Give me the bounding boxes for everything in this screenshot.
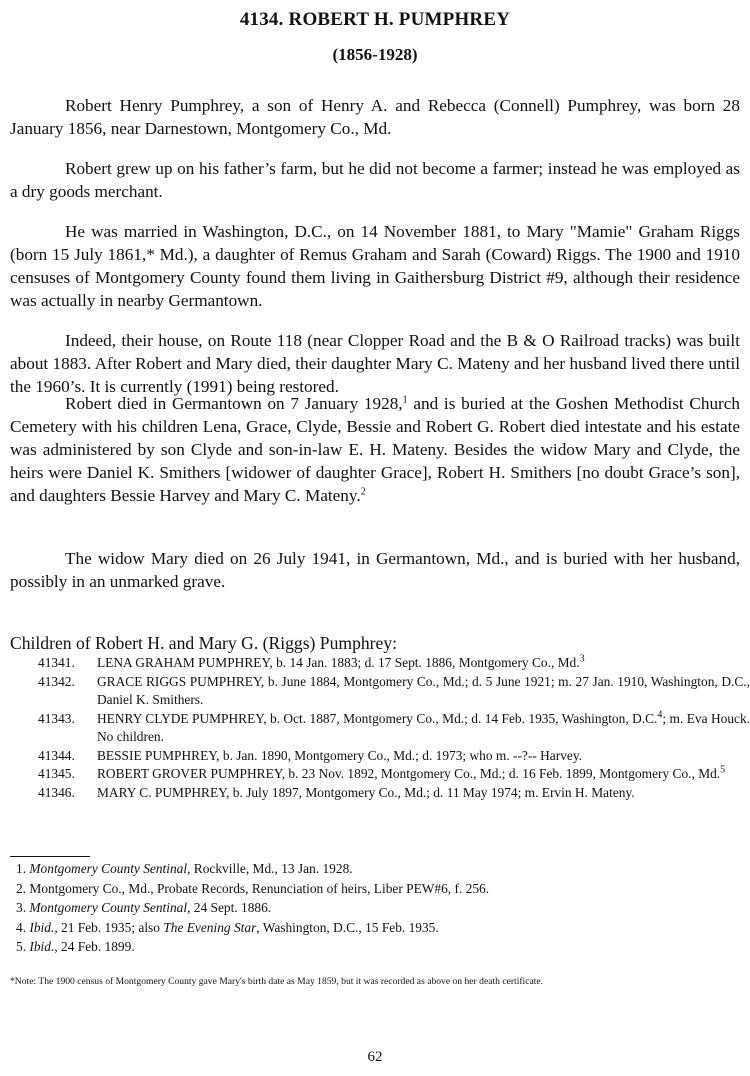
child-entry	[38, 673, 750, 710]
child-number: 41345.	[38, 766, 75, 781]
footnote: 2. Montgomery Co., Md., Probate Records, Renunciation of heirs, Liber PEW#6, f. 256.	[16, 880, 490, 896]
paragraph-occupation: Robert grew up on his father’s farm, but he did not become a farmer; instead he was employed as a dry goods merchant.	[10, 159, 740, 201]
footnote: 5. Ibid., 24 Feb. 1899.	[16, 939, 135, 954]
child-entry	[38, 654, 750, 673]
footnote-ref[interactable]: 1	[402, 394, 408, 406]
footnotes	[16, 859, 736, 957]
footnote-ref[interactable]: 4	[657, 709, 663, 721]
footnote: 3. Montgomery County Sentinal, 24 Sept. 1886.	[16, 900, 272, 915]
child-entry	[38, 784, 750, 803]
page-title: 4134. ROBERT H. PUMPHREY	[239, 9, 511, 30]
footnote: 1. Montgomery County Sentinal, Rockville, Md., 13 Jan. 1928.	[16, 861, 353, 876]
children-heading: Children of Robert H. and Mary G. (Riggs) Pumphrey:	[10, 633, 398, 653]
paragraph-house: Indeed, their house, on Route 118 (near Clopper Road and the B & O Railroad tracks) was built about 1883. After Robert and Mary died, their daughter Mary C. Mateny and her husband lived there until the 1960’s. It is currently (1991) being restored.	[10, 331, 740, 396]
birth-date-note: *Note: The 1900 census of Montgomery County gave Mary's birth date as May 1859, but it was recorded as above on her death certificate.	[10, 976, 544, 987]
footnote-divider	[10, 856, 90, 857]
child-text: BESSIE PUMPHREY, b. Jan. 1890, Montgomery Co., Md.; d. 1973; who m. --?-- Harvey.	[97, 747, 583, 763]
paragraph-widow: The widow Mary died on 26 July 1941, in Germantown, Md., and is buried with her husband, possibly in an unmarked grave.	[10, 549, 740, 591]
paragraph-birth: Robert Henry Pumphrey, a son of Henry A. and Rebecca (Connell) Pumphrey, was born 28 January 1856, near Darnestown, Montgomery Co., Md.	[10, 96, 740, 138]
child-entry	[38, 710, 750, 747]
child-number: 41343.	[38, 710, 75, 726]
footnote: 4. Ibid., 21 Feb. 1935; also The Evening Star, Washington, D.C., 15 Feb. 1935.	[16, 919, 439, 935]
page-number: 62	[367, 1049, 383, 1065]
child-entry	[38, 765, 750, 784]
footnote-ref[interactable]: 2	[360, 486, 366, 498]
children-list	[38, 654, 750, 802]
life-dates: (1856-1928)	[332, 45, 418, 64]
paragraph-marriage: He was married in Washington, D.C., on 14 November 1881, to Mary "Mamie" Graham Riggs (born 15 July 1861,* Md.), a daughter of Remus Graham and Sarah (Coward) Riggs. The 1900 and 1910 censuses of Montgomery County found them living in Gaithersburg District #9, although their residence was actually in nearby Germantown.	[10, 222, 740, 310]
child-number: 41344.	[38, 747, 75, 763]
paragraph-death: Robert died in Germantown on 7 January 1928,$^1$ and is buried at the Goshen Methodist Church Cemetery with his children Lena, Grace, Clyde, Bessie and Robert G. Robert died intestate and his estate was administered by son Clyde and son-in-law E. H. Mateny. Besides the widow Mary and Clyde, the heirs were Daniel K. Smithers [widower of daughter Grace], Robert H. Smithers [no doubt Grace’s son], and daughters Bessie Harvey and Mary C. Mateny.$^2$	[10, 394, 740, 505]
child-entry	[38, 747, 750, 766]
child-text: ROBERT GROVER PUMPHREY, b. 23 Nov. 1892, Montgomery Co., Md.; d. 16 Feb. 1899, Montgomery Co., Md.$^5$	[97, 764, 726, 781]
child-number: 41341.	[38, 655, 75, 670]
child-text: GRACE RIGGS PUMPHREY, b. June 1884, Montgomery Co., Md.; d. 5 June 1921; m. 27 Jan. 1910, Washington, D.C., Daniel K. Smithers.	[97, 673, 750, 707]
footnote-ref[interactable]: 5	[720, 764, 726, 776]
child-text: LENA GRAHAM PUMPHREY, b. 14 Jan. 1883; d. 17 Sept. 1886, Montgomery Co., Md.$^3$	[97, 653, 585, 670]
footnote-ref[interactable]: 3	[579, 653, 585, 665]
child-number: 41346.	[38, 784, 75, 800]
child-number: 41342.	[38, 673, 75, 689]
child-text: HENRY CLYDE PUMPHREY, b. Oct. 1887, Montgomery Co., Md.; d. 14 Feb. 1935, Washington, D.C.$^4$; m. Eva Houck. No children.	[97, 709, 750, 744]
child-text: MARY C. PUMPHREY, b. July 1897, Montgomery Co., Md.; d. 11 May 1974; m. Ervin H. Mateny.	[97, 784, 635, 800]
